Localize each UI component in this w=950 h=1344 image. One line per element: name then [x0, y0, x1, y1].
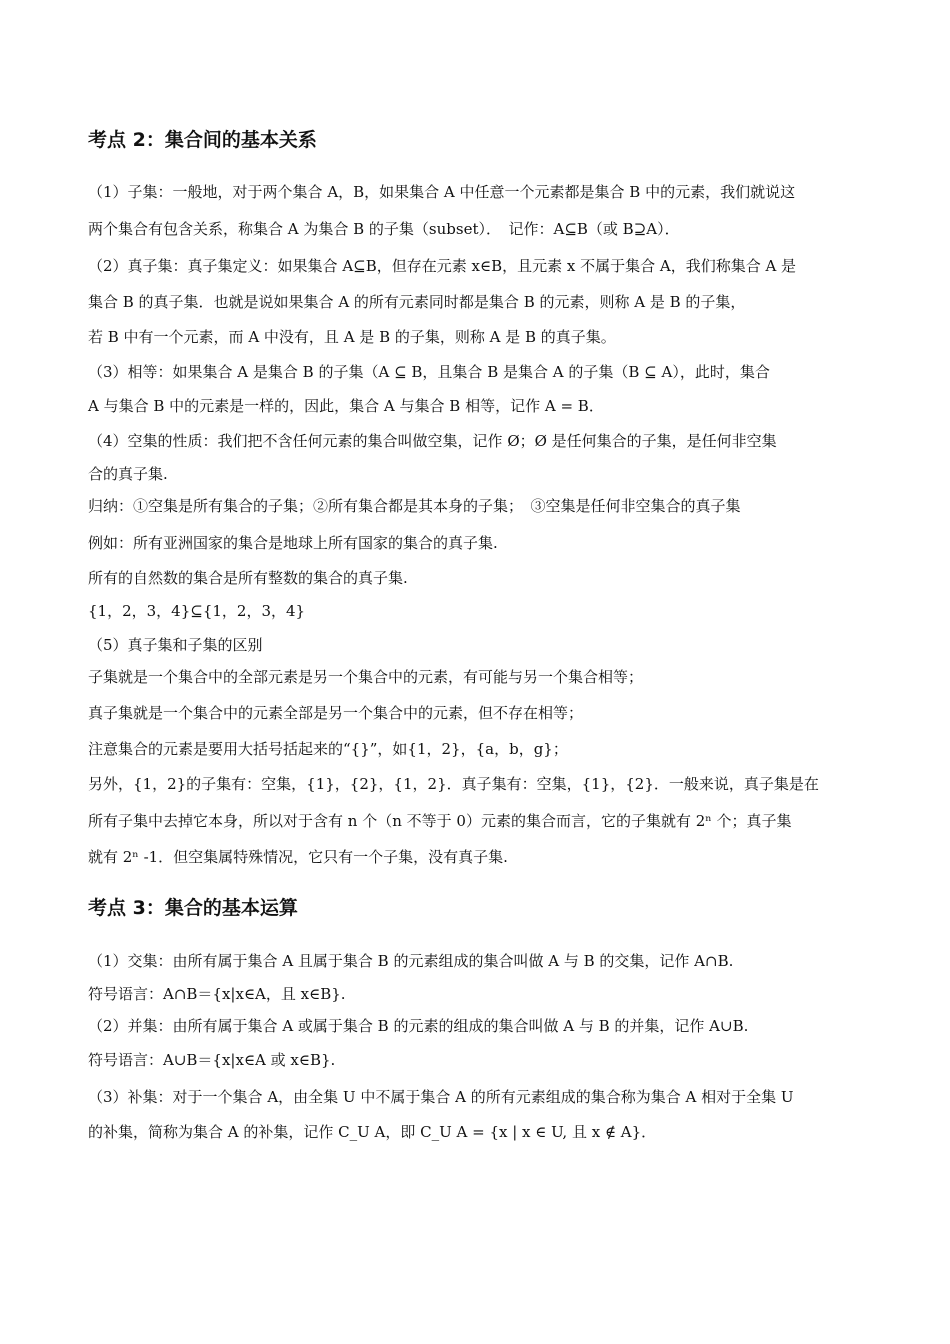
para-union-1: （2）并集：由所有属于集合 A 或属于集合 B 的元素的组成的集合叫做 A 与 B 的并集，记作 A∪B. [88, 1017, 749, 1035]
para-difference-5: 所有子集中去掉它本身，所以对于含有 n 个（n 不等于 0）元素的集合而言，它的子集就有 2ⁿ 个；真子集 [88, 812, 792, 830]
para-example-3: {1，2，3，4}⊆{1，2，3，4} [88, 602, 306, 620]
para-example-1: 例如：所有亚洲国家的集合是地球上所有国家的集合的真子集. [88, 534, 498, 552]
para-equal-2: A 与集合 B 中的元素是一样的，因此，集合 A 与集合 B 相等，记作 A = B． [88, 397, 604, 415]
para-difference-2: 真子集就是一个集合中的元素全部是另一个集合中的元素，但不存在相等； [88, 704, 584, 722]
para-difference-1: 子集就是一个集合中的全部元素是另一个集合中的元素，有可能与另一个集合相等； [88, 668, 644, 686]
para-union-2: 符号语言：A∪B＝{x|x∈A 或 x∈B}. [88, 1051, 336, 1069]
section-heading-2: 考点 2：集合间的基本关系 [88, 129, 317, 151]
para-difference-4: 另外，{1，2}的子集有：空集，{1}，{2}，{1，2}．真子集有：空集，{1}，{2}．一般来说，真子集是在 [88, 775, 819, 793]
para-empty-set-2: 合的真子集. [88, 465, 168, 483]
para-subset-2: 两个集合有包含关系，称集合 A 为集合 B 的子集（subset）． 记作：A⊆B（或 B⊇A）． [88, 220, 680, 238]
para-proper-subset-2: 集合 B 的真子集．也就是说如果集合 A 的所有元素同时都是集合 B 的元素，则称 A 是 B 的子集， [88, 293, 746, 311]
section-heading-3: 考点 3：集合的基本运算 [88, 897, 298, 919]
para-complement-1: （3）补集：对于一个集合 A，由全集 U 中不属于集合 A 的所有元素组成的集合称为集合 A 相对于全集 U [88, 1088, 794, 1106]
para-empty-set-1: （4）空集的性质：我们把不含任何元素的集合叫做空集，记作 Ø；Ø 是任何集合的子集，是任何非空集 [88, 432, 777, 450]
para-proper-subset-1: （2）真子集：真子集定义：如果集合 A⊆B，但存在元素 x∈B，且元素 x 不属于集合 A，我们称集合 A 是 [88, 257, 797, 275]
para-complement-2: 的补集，简称为集合 A 的补集，记作 C_U A，即 C_U A = {x | x ∈ U, 且 x ∉ A}． [88, 1123, 657, 1141]
para-equal-1: （3）相等：如果集合 A 是集合 B 的子集（A ⊆ B，且集合 B 是集合 A 的子集（B ⊆ A），此时，集合 [88, 363, 770, 381]
para-difference-3: 注意集合的元素是要用大括号括起来的“{}”，如{1，2}，{a，b，g}； [88, 740, 568, 758]
para-subset-1: （1）子集：一般地，对于两个集合 A，B，如果集合 A 中任意一个元素都是集合 B 中的元素，我们就说这 [88, 183, 796, 201]
para-example-2: 所有的自然数的集合是所有整数的集合的真子集. [88, 569, 408, 587]
para-summary: 归纳：①空集是所有集合的子集；②所有集合都是其本身的子集； ③空集是任何非空集合的真子集 [88, 497, 741, 515]
para-intersection-2: 符号语言：A∩B＝{x|x∈A，且 x∈B}. [88, 985, 346, 1003]
para-difference-title: （5）真子集和子集的区别 [88, 636, 263, 654]
para-proper-subset-3: 若 B 中有一个元素，而 A 中没有，且 A 是 B 的子集，则称 A 是 B 的真子集。 [88, 328, 616, 346]
para-intersection-1: （1）交集：由所有属于集合 A 且属于集合 B 的元素组成的集合叫做 A 与 B 的交集，记作 A∩B. [88, 952, 734, 970]
para-difference-6: 就有 2ⁿ -1．但空集属特殊情况，它只有一个子集，没有真子集. [88, 848, 508, 866]
